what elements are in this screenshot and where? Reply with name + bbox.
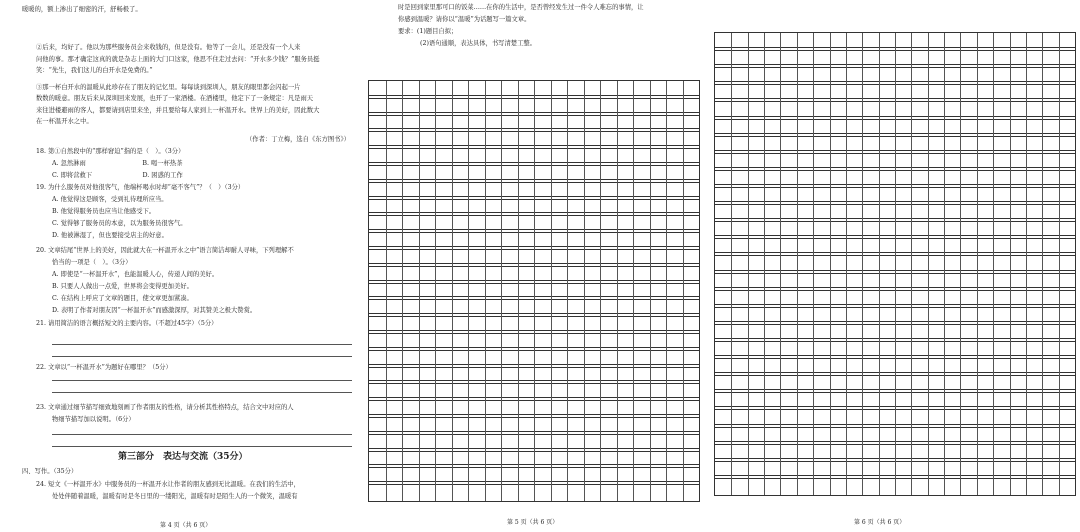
grid-col-line bbox=[928, 33, 929, 495]
text-line: A. 即使是“一杯温开水”，也能温暖人心，传递人间的美好。 bbox=[52, 271, 219, 278]
grid-col-line bbox=[846, 33, 847, 495]
grid-col-line bbox=[1042, 33, 1043, 495]
grid-col-line bbox=[960, 33, 961, 495]
text-line: 暖暖的，额上渗出了细密的汗，舒畅极了。 bbox=[22, 6, 142, 13]
grid-col-line bbox=[1059, 33, 1060, 495]
grid-col-line bbox=[862, 33, 863, 495]
grid-col-line bbox=[501, 81, 502, 501]
grid-col-line bbox=[797, 33, 798, 495]
grid-col-line bbox=[584, 81, 585, 501]
answer-line bbox=[52, 434, 352, 435]
composition-grid[interactable] bbox=[368, 80, 700, 502]
grid-col-line bbox=[666, 81, 667, 501]
text-line: （作者：丁立梅，选自《东方图书》） bbox=[246, 136, 350, 143]
grid-col-line bbox=[617, 81, 618, 501]
grid-col-line bbox=[764, 33, 765, 495]
page-number: 第 5 页（共 6 页） bbox=[507, 519, 559, 526]
grid-col-line bbox=[993, 33, 994, 495]
grid-col-line bbox=[518, 81, 519, 501]
text-line: 你感到温暖？请你以“温暖”为话题写一篇文章。 bbox=[398, 16, 531, 23]
text-line: A. 他觉得这是顾客，受到礼待理所应当。 bbox=[52, 196, 168, 203]
grid-col-line bbox=[650, 81, 651, 501]
text-line: 物细节描写加以说明。（6分） bbox=[52, 416, 135, 423]
composition-grid[interactable] bbox=[714, 32, 1076, 496]
page-5 bbox=[362, 0, 702, 532]
grid-col-line bbox=[748, 33, 749, 495]
text-line: C. 即将营救下 D. 困惑的工作 bbox=[52, 172, 183, 179]
page-number: 第 4 页（共 6 页） bbox=[160, 522, 212, 529]
text-line: ②后来，均好了。他以为那些服务员会来收钱的，但是没有。他等了一会儿，还是没有一个人来 bbox=[36, 44, 301, 51]
text-line: B. 他觉得服务员也应当让他感受下。 bbox=[52, 208, 156, 215]
text-line: A. 忽然淋雨 B. 喝一杯热茶 bbox=[52, 160, 183, 167]
text-line: 20. 文章结尾“世界上的美好，因此就大在一杯温开水之中”语言简洁却耐人寻味，下列理解不 bbox=[36, 247, 294, 254]
text-line: 时是回到家里那可口的饭菜……在你的生活中，是否曾经发生过一件令人难忘的事情，让 bbox=[398, 4, 644, 11]
page-6 bbox=[706, 0, 1080, 532]
text-line: 数数的暖意。朋友后来从深圳回来发展，也开了一家酒楼。在酒楼里，他定下了一条规定：凡是雨天 bbox=[36, 95, 314, 102]
text-line: 21. 请用简洁的语言概括短文的主要内容。（不超过45字）（5分） bbox=[36, 320, 218, 327]
grid-col-line bbox=[944, 33, 945, 495]
grid-col-line bbox=[780, 33, 781, 495]
grid-col-line bbox=[419, 81, 420, 501]
text-line: 四、写作。（35分） bbox=[22, 468, 78, 475]
grid-col-line bbox=[534, 81, 535, 501]
grid-col-line bbox=[600, 81, 601, 501]
text-line: C. 觉得够了服务员的本意，以为服务员很客气。 bbox=[52, 220, 187, 227]
text-line: 处处伴随着温暖，温暖有时是冬日里的一缕阳光，温暖有时是陌生人的一个微笑，温暖有 bbox=[52, 493, 298, 500]
text-line: 18. 第①自然段中的“那样窘迫”指的是（ ）。（3分） bbox=[36, 148, 185, 155]
text-line: 22. 文章以“一杯温开水”为题好在哪里？（5分） bbox=[36, 364, 172, 371]
text-line: 恰当的一项是（ ）。（3分） bbox=[52, 259, 132, 266]
grid-col-line bbox=[551, 81, 552, 501]
page-number: 第 6 页（共 6 页） bbox=[854, 519, 906, 526]
text-line: C. 在结构上呼应了文章的题目，使文章更加紧凑。 bbox=[52, 295, 193, 302]
text-line: 笑：“先生，我们这儿的白开水是免费的。” bbox=[36, 67, 153, 74]
grid-col-line bbox=[977, 33, 978, 495]
grid-col-line bbox=[386, 81, 387, 501]
text-line: 23. 文章通过细节描写细致地刻画了作者朋友的性格，请分析其性格特点，结合文中对应的人 bbox=[36, 404, 294, 411]
grid-col-line bbox=[633, 81, 634, 501]
text-line: 问他的事。那才确定这真的就是杂志上面的大门口这家，他思不住走过去问：“开水多少钱？”服务员挺 bbox=[36, 56, 320, 63]
grid-col-line bbox=[1026, 33, 1027, 495]
text-line: (2)语句通顺，表达具体，书写清楚工整。 bbox=[420, 40, 536, 47]
answer-line bbox=[52, 344, 352, 345]
section-heading: 第三部分 表达与交流（35分） bbox=[118, 452, 248, 462]
grid-col-line bbox=[485, 81, 486, 501]
grid-col-line bbox=[468, 81, 469, 501]
text-line: 19. 为什么服务员对他很客气，他端杯喝水时却“毫不客气”？（ ）（3分） bbox=[36, 184, 245, 191]
grid-col-line bbox=[895, 33, 896, 495]
text-line: 24. 短文《一杯温开水》中服务员的一杯温开水让作者的朋友感到无比温暖。在我们的生活中， bbox=[36, 481, 300, 488]
text-line: D. 他被淋湿了，但也要接受店主的好意。 bbox=[52, 232, 168, 239]
grid-col-line bbox=[911, 33, 912, 495]
text-line: B. 只要人人做出一点爱，世界将会变得更加美好。 bbox=[52, 283, 193, 290]
grid-col-line bbox=[435, 81, 436, 501]
grid-col-line bbox=[452, 81, 453, 501]
text-line: 要求：(1)题目自拟； bbox=[398, 28, 458, 35]
grid-col-line bbox=[402, 81, 403, 501]
grid-col-line bbox=[813, 33, 814, 495]
text-line: 来往进楼避雨的客人，都要请到店里来坐，并且要给每人家到上一杯温开水。世界上的美好，因此数大 bbox=[36, 107, 320, 114]
answer-line bbox=[52, 446, 352, 447]
text-line: ③那一杯白开水的温暖从此珍存在了朋友的记忆里。每每谈到深圳人，朋友的眼里都会闪起一片 bbox=[36, 84, 301, 91]
grid-col-line bbox=[731, 33, 732, 495]
grid-col-line bbox=[683, 81, 684, 501]
grid-col-line bbox=[1010, 33, 1011, 495]
grid-col-line bbox=[567, 81, 568, 501]
page-4 bbox=[0, 0, 360, 532]
answer-line bbox=[52, 392, 352, 393]
answer-line bbox=[52, 356, 352, 357]
text-line: 在一杯温开水之中。 bbox=[36, 118, 93, 125]
answer-line bbox=[52, 380, 352, 381]
grid-col-line bbox=[830, 33, 831, 495]
grid-col-line bbox=[879, 33, 880, 495]
text-line: D. 表明了作者对朋友因“一杯温开水”而感激深厚，对其赞美之极大赞赏。 bbox=[52, 307, 257, 314]
